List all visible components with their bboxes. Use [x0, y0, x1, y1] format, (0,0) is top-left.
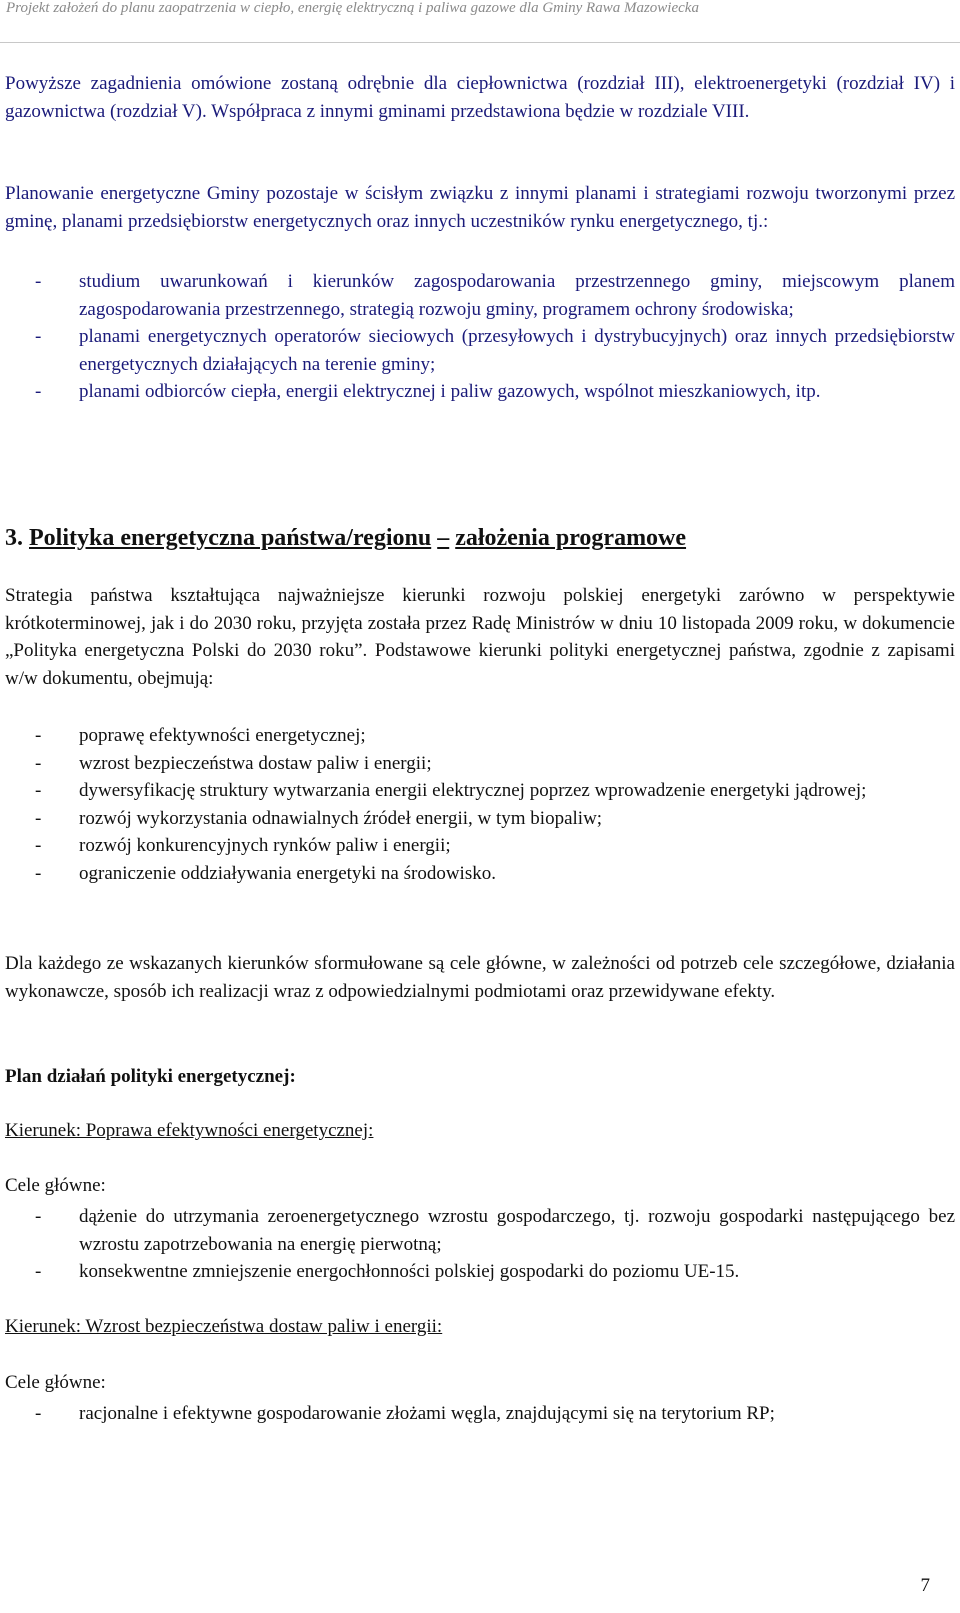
- directions-list: [5, 722, 955, 887]
- list-item: - dywersyfikację struktury wytwarzania energii elektrycznej poprzez wprowadzenie energetyki jądrowej;: [5, 777, 955, 805]
- list-item: - konsekwentne zmniejszenie energochłonności polskiej gospodarki do poziomu UE-15.: [5, 1258, 955, 1286]
- section-title-a: Polityka energetyczna państwa/regionu: [29, 525, 432, 551]
- page-header: [0, 0, 960, 40]
- intro-list: [5, 268, 955, 406]
- list-item: - racjonalne i efektywne gospodarowanie złożami węgla, znajdującymi się na terytorium RP;: [5, 1400, 955, 1428]
- direction-1-goals-label: Cele główne:: [5, 1175, 106, 1196]
- intro-paragraph-2: Planowanie energetyczne Gminy pozostaje w ścisłym związku z innymi planami i strategiami rozwoju tworzonymi przez gminę, planami przedsiębiorstw energetycznych oraz innych uczestników rynku energetycznego, tj.:: [5, 183, 955, 232]
- direction-2-title: Kierunek: Wzrost bezpieczeństwa dostaw paliw i energii:: [5, 1316, 443, 1337]
- page-number: 7: [920, 1575, 930, 1596]
- direction-2-goals-label: Cele główne:: [5, 1372, 106, 1393]
- list-item: - studium uwarunkowań i kierunków zagospodarowania przestrzennego gminy, miejscowym planem zagospodarowania przestrzennego, strategią rozwoju gminy, programem ochrony środowiska;: [5, 268, 955, 323]
- header-title: Projekt założeń do planu zaopatrzenia w ciepło, energię elektryczną i paliwa gazowe dla Gminy Rawa Mazowiecka: [6, 0, 699, 16]
- list-item: - planami odbiorców ciepła, energii elektrycznej i paliw gazowych, wspólnot mieszkaniowych, itp.: [5, 378, 955, 406]
- plan-title: Plan działań polityki energetycznej:: [5, 1066, 296, 1087]
- direction-1-title: Kierunek: Poprawa efektywności energetycznej:: [5, 1120, 374, 1141]
- list-item: - wzrost bezpieczeństwa dostaw paliw i energii;: [5, 750, 955, 778]
- list-item: - rozwój wykorzystania odnawialnych źródeł energii, w tym biopaliw;: [5, 805, 955, 833]
- list-item: - poprawę efektywności energetycznej;: [5, 722, 955, 750]
- list-item: - rozwój konkurencyjnych rynków paliw i energii;: [5, 832, 955, 860]
- section-heading: [5, 525, 686, 552]
- direction-2-goals: [5, 1400, 955, 1428]
- list-item: - ograniczenie oddziaływania energetyki na środowisko.: [5, 860, 955, 888]
- section-title-dash: –: [437, 525, 450, 551]
- goals-paragraph: Dla każdego ze wskazanych kierunków sformułowane są cele główne, w zależności od potrzeb cele szczegółowe, działania wykonawcze, sposób ich realizacji wraz z odpowiedzialnymi podmiotami oraz przewidywane efekty.: [5, 953, 955, 1002]
- direction-1-goals: [5, 1203, 955, 1286]
- list-item: - planami energetycznych operatorów sieciowych (przesyłowych i dystrybucyjnych) oraz innych przedsiębiorstw energetycznych działających na terenie gminy;: [5, 323, 955, 378]
- intro-paragraph-1: Powyższe zagadnienia omówione zostaną odrębnie dla ciepłownictwa (rozdział III), elektroenergetyki (rozdział IV) i gazownictwa (rozdział V). Współpraca z innymi gminami przedstawiona będzie w rozdziale VIII.: [5, 73, 955, 122]
- list-item: - dążenie do utrzymania zeroenergetycznego wzrostu gospodarczego, tj. rozwoju gospodarki następującego bez wzrostu zapotrzebowania na energię pierwotną;: [5, 1203, 955, 1258]
- section-title-b: założenia programowe: [455, 525, 687, 551]
- section-number: 3.: [5, 525, 23, 551]
- strategy-paragraph: Strategia państwa kształtująca najważniejsze kierunki rozwoju polskiej energetyki zarówno w perspektywie krótkoterminowej, jak i do 2030 roku, przyjęta została przez Radę Ministrów w dniu 10 listopada 2009 roku, w dokumencie „Polityka energetyczna Polski do 2030 roku”. Podstawowe kierunki polityki energetycznej państwa, zgodnie z zapisami w/w dokumentu, obejmują:: [5, 585, 955, 689]
- header-divider: [0, 42, 960, 43]
